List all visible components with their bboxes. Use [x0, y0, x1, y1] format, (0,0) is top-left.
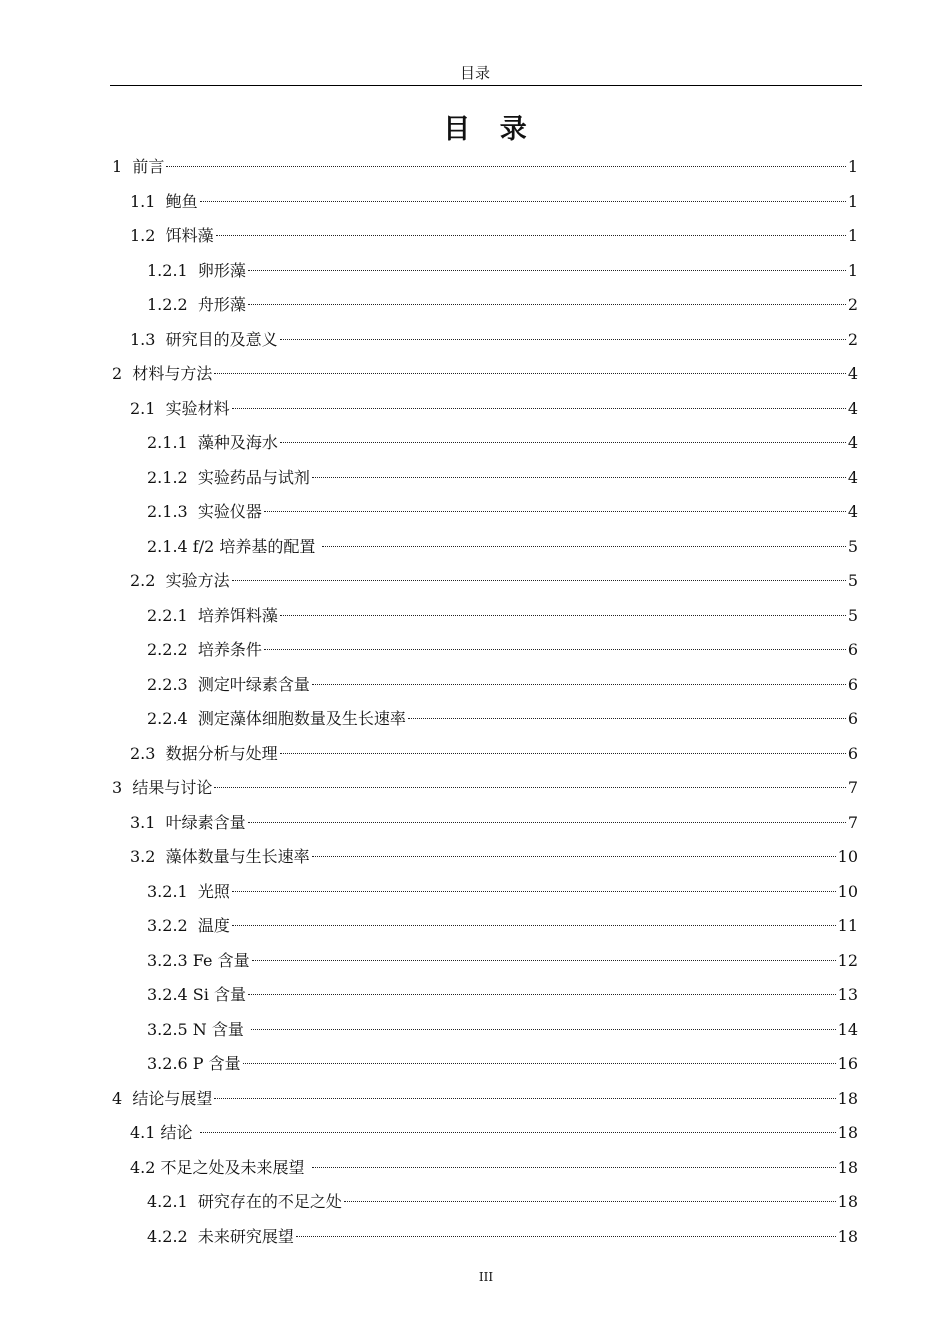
- dot-leader: [296, 1236, 836, 1237]
- dot-leader: [214, 1098, 835, 1099]
- toc-entry[interactable]: [147, 256, 858, 286]
- toc-entry-label: 2.1.2 实验药品与试剂: [147, 467, 310, 487]
- dot-leader: [232, 408, 846, 409]
- dot-leader: [344, 1201, 836, 1202]
- toc-entry-page-number: 2: [847, 329, 858, 349]
- toc-entry[interactable]: [147, 428, 858, 458]
- toc-entry-page-number: 4: [847, 433, 858, 452]
- toc-entry[interactable]: [112, 359, 858, 389]
- toc-entry-page-number: 5: [847, 536, 858, 556]
- dot-leader: [251, 1029, 836, 1030]
- toc-entry[interactable]: [130, 808, 858, 838]
- toc-entry-label: 3.2.4 Si 含量: [147, 985, 246, 1004]
- dot-leader: [252, 960, 836, 961]
- toc-entry-page-number: 16: [837, 1054, 858, 1073]
- toc-entry-label: 2.2 实验方法: [130, 571, 230, 590]
- toc-entry-page-number: 10: [837, 847, 858, 866]
- toc-entry[interactable]: [147, 946, 858, 976]
- dot-leader: [248, 822, 846, 823]
- dot-leader: [214, 373, 845, 374]
- toc-entry-page-number: 18: [837, 1192, 858, 1211]
- toc-entry-page-number: 4: [847, 467, 858, 487]
- toc-entry-page-number: 5: [847, 571, 858, 590]
- dot-leader: [322, 546, 845, 547]
- toc-entry-label: 1.2 饵料藻: [130, 226, 214, 245]
- toc-entry[interactable]: [147, 911, 858, 941]
- toc-entry-page-number: 4: [847, 398, 858, 418]
- toc-entry-page-number: 12: [837, 950, 858, 970]
- toc-entry[interactable]: [112, 1084, 858, 1114]
- toc-entry[interactable]: [147, 1049, 858, 1079]
- toc-entry-label: 2.2.4 测定藻体细胞数量及生长速率: [147, 709, 406, 728]
- toc-entry-page-number: 1: [847, 157, 858, 176]
- dot-leader: [280, 753, 846, 754]
- toc-entry[interactable]: [147, 980, 858, 1010]
- toc-entry-label: 4.1 结论: [130, 1123, 198, 1142]
- toc-entry-label: 1.3 研究目的及意义: [130, 329, 278, 349]
- toc-entry[interactable]: [147, 877, 858, 907]
- toc-entry-page-number: 14: [837, 1019, 858, 1039]
- toc-entry[interactable]: [130, 1118, 858, 1148]
- toc-entry[interactable]: [147, 290, 858, 320]
- dot-leader: [232, 925, 836, 926]
- toc-entry-page-number: 6: [847, 709, 858, 728]
- dot-leader: [243, 1063, 836, 1064]
- toc-entry[interactable]: [147, 1187, 858, 1217]
- toc-entry[interactable]: [130, 221, 858, 251]
- dot-leader: [214, 787, 845, 788]
- toc-entry-label: 2 材料与方法: [112, 364, 213, 383]
- dot-leader: [248, 270, 846, 271]
- toc-entry-label: 3.2.6 P 含量: [147, 1054, 241, 1073]
- toc-entry[interactable]: [130, 325, 858, 355]
- header-rule: [110, 85, 862, 86]
- running-header: 目录: [459, 64, 490, 82]
- toc-entry-page-number: 7: [847, 812, 858, 832]
- toc-entry-label: 2.2.2 培养条件: [147, 640, 262, 659]
- toc-entry-page-number: 4: [847, 364, 858, 383]
- toc-entry-label: 4 结论与展望: [112, 1088, 213, 1108]
- toc-entry-page-number: 18: [837, 1157, 858, 1177]
- toc-entry-label: 3 结果与讨论: [112, 778, 213, 797]
- toc-entry-page-number: 13: [837, 985, 858, 1004]
- dot-leader: [200, 1132, 836, 1133]
- toc-entry[interactable]: [147, 1222, 858, 1252]
- toc-entry-label: 3.2.5 N 含量: [147, 1019, 249, 1039]
- toc-entry[interactable]: [130, 739, 858, 769]
- toc-entry-page-number: 10: [837, 881, 858, 901]
- toc-entry[interactable]: [147, 532, 858, 562]
- dot-leader: [312, 477, 846, 478]
- dot-leader: [312, 1167, 836, 1168]
- toc-entry[interactable]: [147, 1015, 858, 1045]
- dot-leader: [312, 684, 846, 685]
- toc-entry-page-number: 1: [847, 191, 858, 211]
- toc-entry-page-number: 18: [837, 1088, 858, 1108]
- toc-entry-page-number: 11: [837, 916, 858, 935]
- toc-entry-label: 2.2.1 培养饵料藻: [147, 605, 278, 625]
- toc-entry-label: 2.1.3 实验仪器: [147, 502, 262, 521]
- dot-leader: [248, 994, 836, 995]
- toc-entry-page-number: 4: [847, 502, 858, 521]
- toc-entry-page-number: 18: [837, 1123, 858, 1142]
- toc-entry[interactable]: [130, 566, 858, 596]
- toc-entry-label: 2.1 实验材料: [130, 398, 230, 418]
- toc-entry-page-number: 18: [837, 1226, 858, 1246]
- dot-leader: [248, 304, 846, 305]
- dot-leader: [408, 718, 846, 719]
- toc-entry[interactable]: [147, 670, 858, 700]
- toc-entry-page-number: 1: [847, 226, 858, 245]
- dot-leader: [232, 580, 846, 581]
- toc-entry[interactable]: [147, 463, 858, 493]
- toc-entry[interactable]: [147, 635, 858, 665]
- toc-entry-page-number: 2: [847, 295, 858, 314]
- dot-leader: [280, 442, 846, 443]
- toc-entry[interactable]: [130, 394, 858, 424]
- dot-leader: [280, 615, 846, 616]
- toc-entry[interactable]: [130, 1153, 858, 1183]
- dot-leader: [264, 649, 846, 650]
- dot-leader: [280, 339, 846, 340]
- toc-entry-page-number: 6: [847, 640, 858, 659]
- toc-entry-label: 1.2.1 卵形藻: [147, 260, 246, 280]
- dot-leader: [200, 201, 846, 202]
- dot-leader: [232, 891, 836, 892]
- toc-entry-page-number: 5: [847, 605, 858, 625]
- page-title: 目 录: [443, 114, 537, 145]
- toc-entry-label: 1 前言: [112, 157, 165, 176]
- toc-entry-label: 2.1.4 f/2 培养基的配置: [147, 536, 321, 556]
- toc-entry-page-number: 6: [847, 743, 858, 763]
- page-number: III: [478, 1270, 494, 1284]
- toc-entry-page-number: 7: [847, 778, 858, 797]
- dot-leader: [264, 511, 846, 512]
- toc-entry[interactable]: [147, 601, 858, 631]
- toc-entry-page-number: 6: [847, 674, 858, 694]
- toc-entry[interactable]: [112, 773, 858, 803]
- toc-entry[interactable]: [130, 842, 858, 872]
- toc-entry[interactable]: [130, 187, 858, 217]
- dot-leader: [216, 235, 846, 236]
- toc-entry-label: 3.2 藻体数量与生长速率: [130, 847, 310, 866]
- toc-entry-label: 2.2.3 测定叶绿素含量: [147, 674, 310, 694]
- toc-entry-label: 4.2 不足之处及未来展望: [130, 1157, 310, 1177]
- dot-leader: [312, 856, 836, 857]
- toc-entry-label: 3.2.1 光照: [147, 881, 230, 901]
- toc-entry[interactable]: [147, 704, 858, 734]
- toc-entry-label: 2.3 数据分析与处理: [130, 743, 278, 763]
- toc-entry-label: 4.2.1 研究存在的不足之处: [147, 1192, 342, 1211]
- dot-leader: [166, 166, 845, 167]
- toc-entry[interactable]: [112, 152, 858, 182]
- toc-entry-label: 3.2.2 温度: [147, 916, 230, 935]
- toc-entry[interactable]: [147, 497, 858, 527]
- toc-entry-label: 2.1.1 藻种及海水: [147, 433, 278, 452]
- toc-entry-label: 1.1 鲍鱼: [130, 191, 198, 211]
- toc-entry-label: 1.2.2 舟形藻: [147, 295, 246, 314]
- toc-entry-page-number: 1: [847, 260, 858, 280]
- toc-entry-label: 4.2.2 未来研究展望: [147, 1226, 294, 1246]
- toc-entry-label: 3.2.3 Fe 含量: [147, 950, 250, 970]
- toc-entry-label: 3.1 叶绿素含量: [130, 812, 246, 832]
